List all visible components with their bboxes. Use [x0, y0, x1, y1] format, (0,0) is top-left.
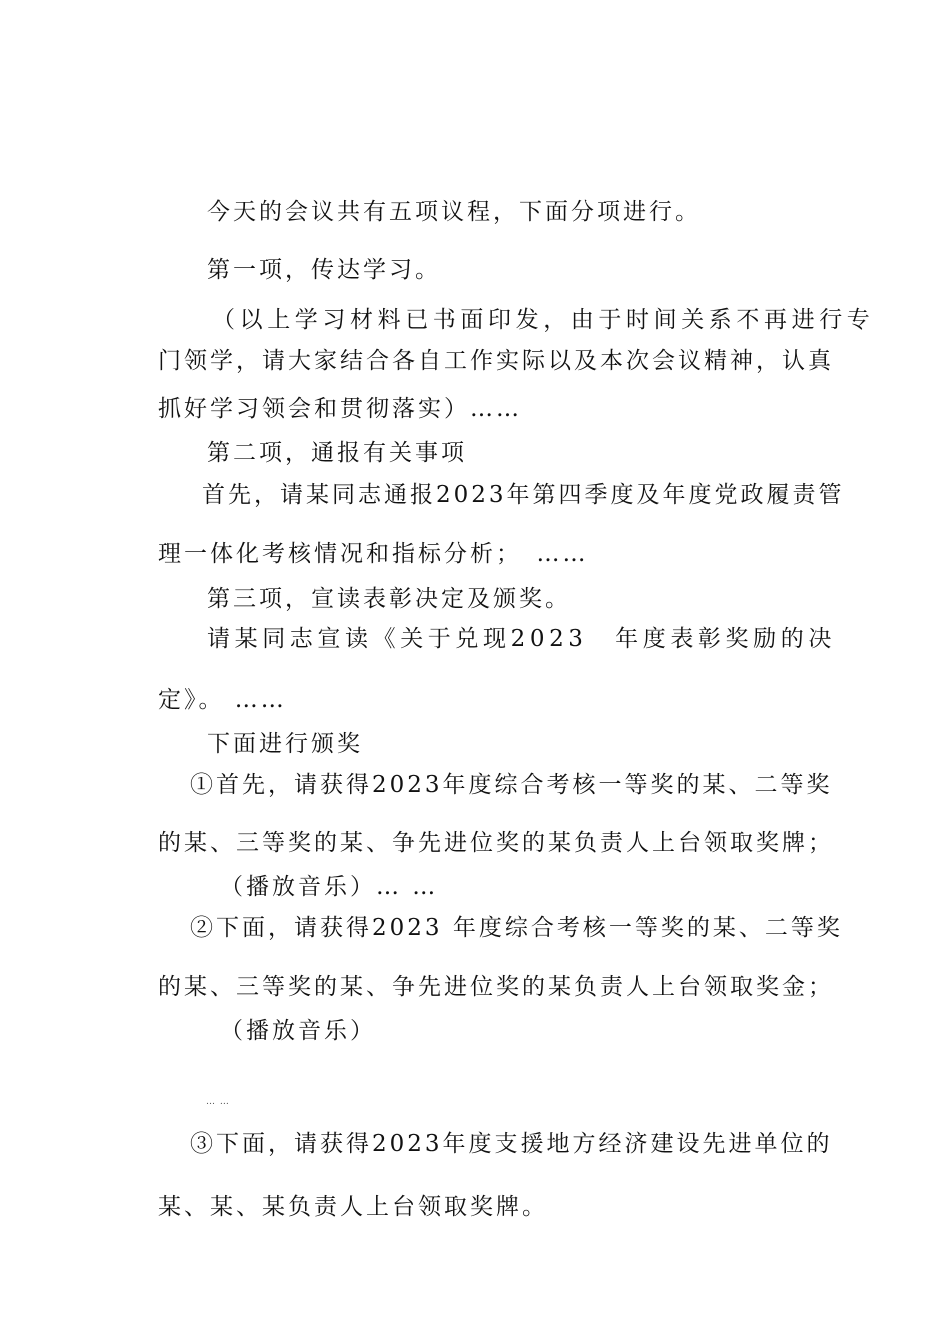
study-note-line-2: 门领学，请大家结合各自工作实际以及本次会议精神，认真	[158, 348, 834, 374]
award-three-line-1: ③下面，请获得2023年度支援地方经济建设先进单位的	[190, 1131, 833, 1157]
music-note-2: （播放音乐）	[220, 1018, 376, 1044]
ellipsis-mark: … …	[206, 1097, 230, 1107]
report-line-1: 首先，请某同志通报2023年第四季度及年度党政履责管	[202, 482, 845, 508]
decision-line-1: 请某同志宣读《关于兑现2023 年度表彰奖励的决	[207, 626, 836, 652]
study-note-line-1: （以上学习材料已书面印发，由于时间关系不再进行专	[212, 307, 875, 333]
item-three-heading: 第三项，宣读表彰决定及颁奖。	[207, 586, 571, 612]
award-three-line-2: 某、某、某负责人上台领取奖牌。	[158, 1194, 548, 1220]
agenda-intro: 今天的会议共有五项议程，下面分项进行。	[207, 199, 701, 225]
award-two-line-2: 的某、三等奖的某、争先进位奖的某负责人上台领取奖金；	[158, 974, 834, 1000]
award-heading: 下面进行颁奖	[207, 731, 363, 757]
study-note-line-3: 抓好学习领会和贯彻落实）……	[158, 396, 522, 422]
item-one-heading: 第一项，传达学习。	[207, 257, 441, 283]
report-line-2: 理一体化考核情况和指标分析； ……	[158, 541, 589, 567]
award-one-line-2: 的某、三等奖的某、争先进位奖的某负责人上台领取奖牌；	[158, 830, 834, 856]
award-two-line-1: ②下面，请获得2023 年度综合考核一等奖的某、二等奖	[190, 915, 843, 941]
music-note-1: （播放音乐）… …	[220, 874, 439, 900]
decision-line-2: 定》。 ……	[158, 687, 287, 713]
item-two-heading: 第二项，通报有关事项	[207, 440, 467, 466]
award-one-line-1: ①首先，请获得2023年度综合考核一等奖的某、二等奖	[190, 772, 833, 798]
